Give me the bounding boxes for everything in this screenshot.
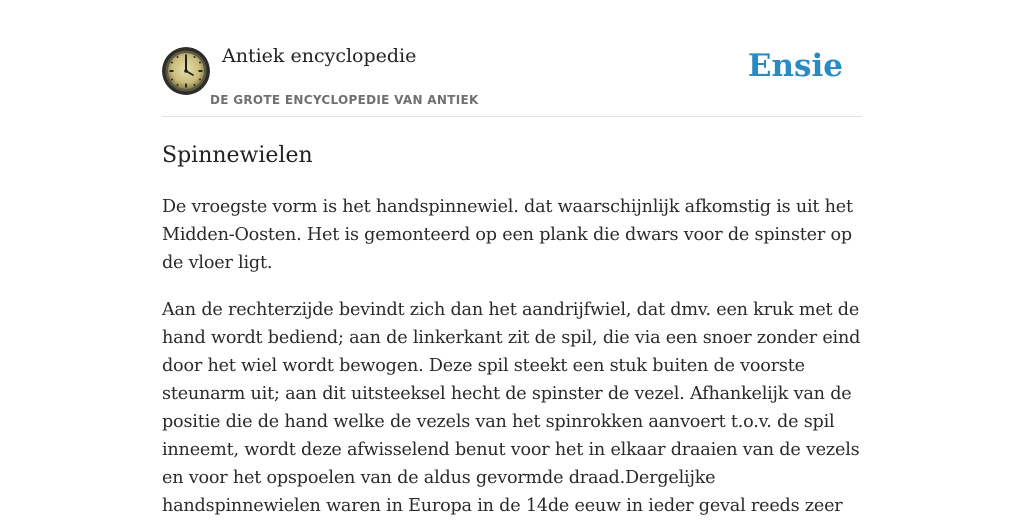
brand-logo-link[interactable]: Ensie bbox=[747, 48, 843, 84]
site-name[interactable]: Antiek encyclopedie bbox=[222, 45, 417, 67]
site-subtitle: DE GROTE ENCYCLOPEDIE VAN ANTIEK bbox=[210, 93, 479, 107]
site-header bbox=[162, 0, 862, 117]
article-body bbox=[162, 193, 862, 520]
antique-clock-icon[interactable] bbox=[162, 47, 210, 95]
article-paragraph: De vroegste vorm is het handspinnewiel. dat waarschijnlijk afkomstig is uit het Midden-Oosten. Het is gemonteerd op een plank die dwars voor de spinster op de vloer ligt. bbox=[162, 197, 853, 273]
article bbox=[162, 141, 862, 520]
page bbox=[162, 0, 862, 520]
article-paragraph: Aan de rechterzijde bevindt zich dan het aandrijfwiel, dat dmv. een kruk met de hand wordt bediend; aan de linkerkant zit de spil, die via een snoer zonder eind door het wiel wordt bewogen. Deze spil steekt een stuk buiten de voorste steunarm uit; aan dit uitsteeksel hecht de spinster de vezel. Afhankelijk van de positie die de hand welke de vezels van het spinrokken aanvoert t.o.v. de spil inneemt, wordt deze afwisselend benut voor het in elkaar draaien van de vezels en voor het opspoelen van de aldus gevormde draad.Dergelijke handspinnewielen waren in Europa in de 14de eeuw in ieder geval reeds zeer bbox=[162, 300, 861, 516]
article-title: Spinnewielen bbox=[162, 143, 313, 168]
